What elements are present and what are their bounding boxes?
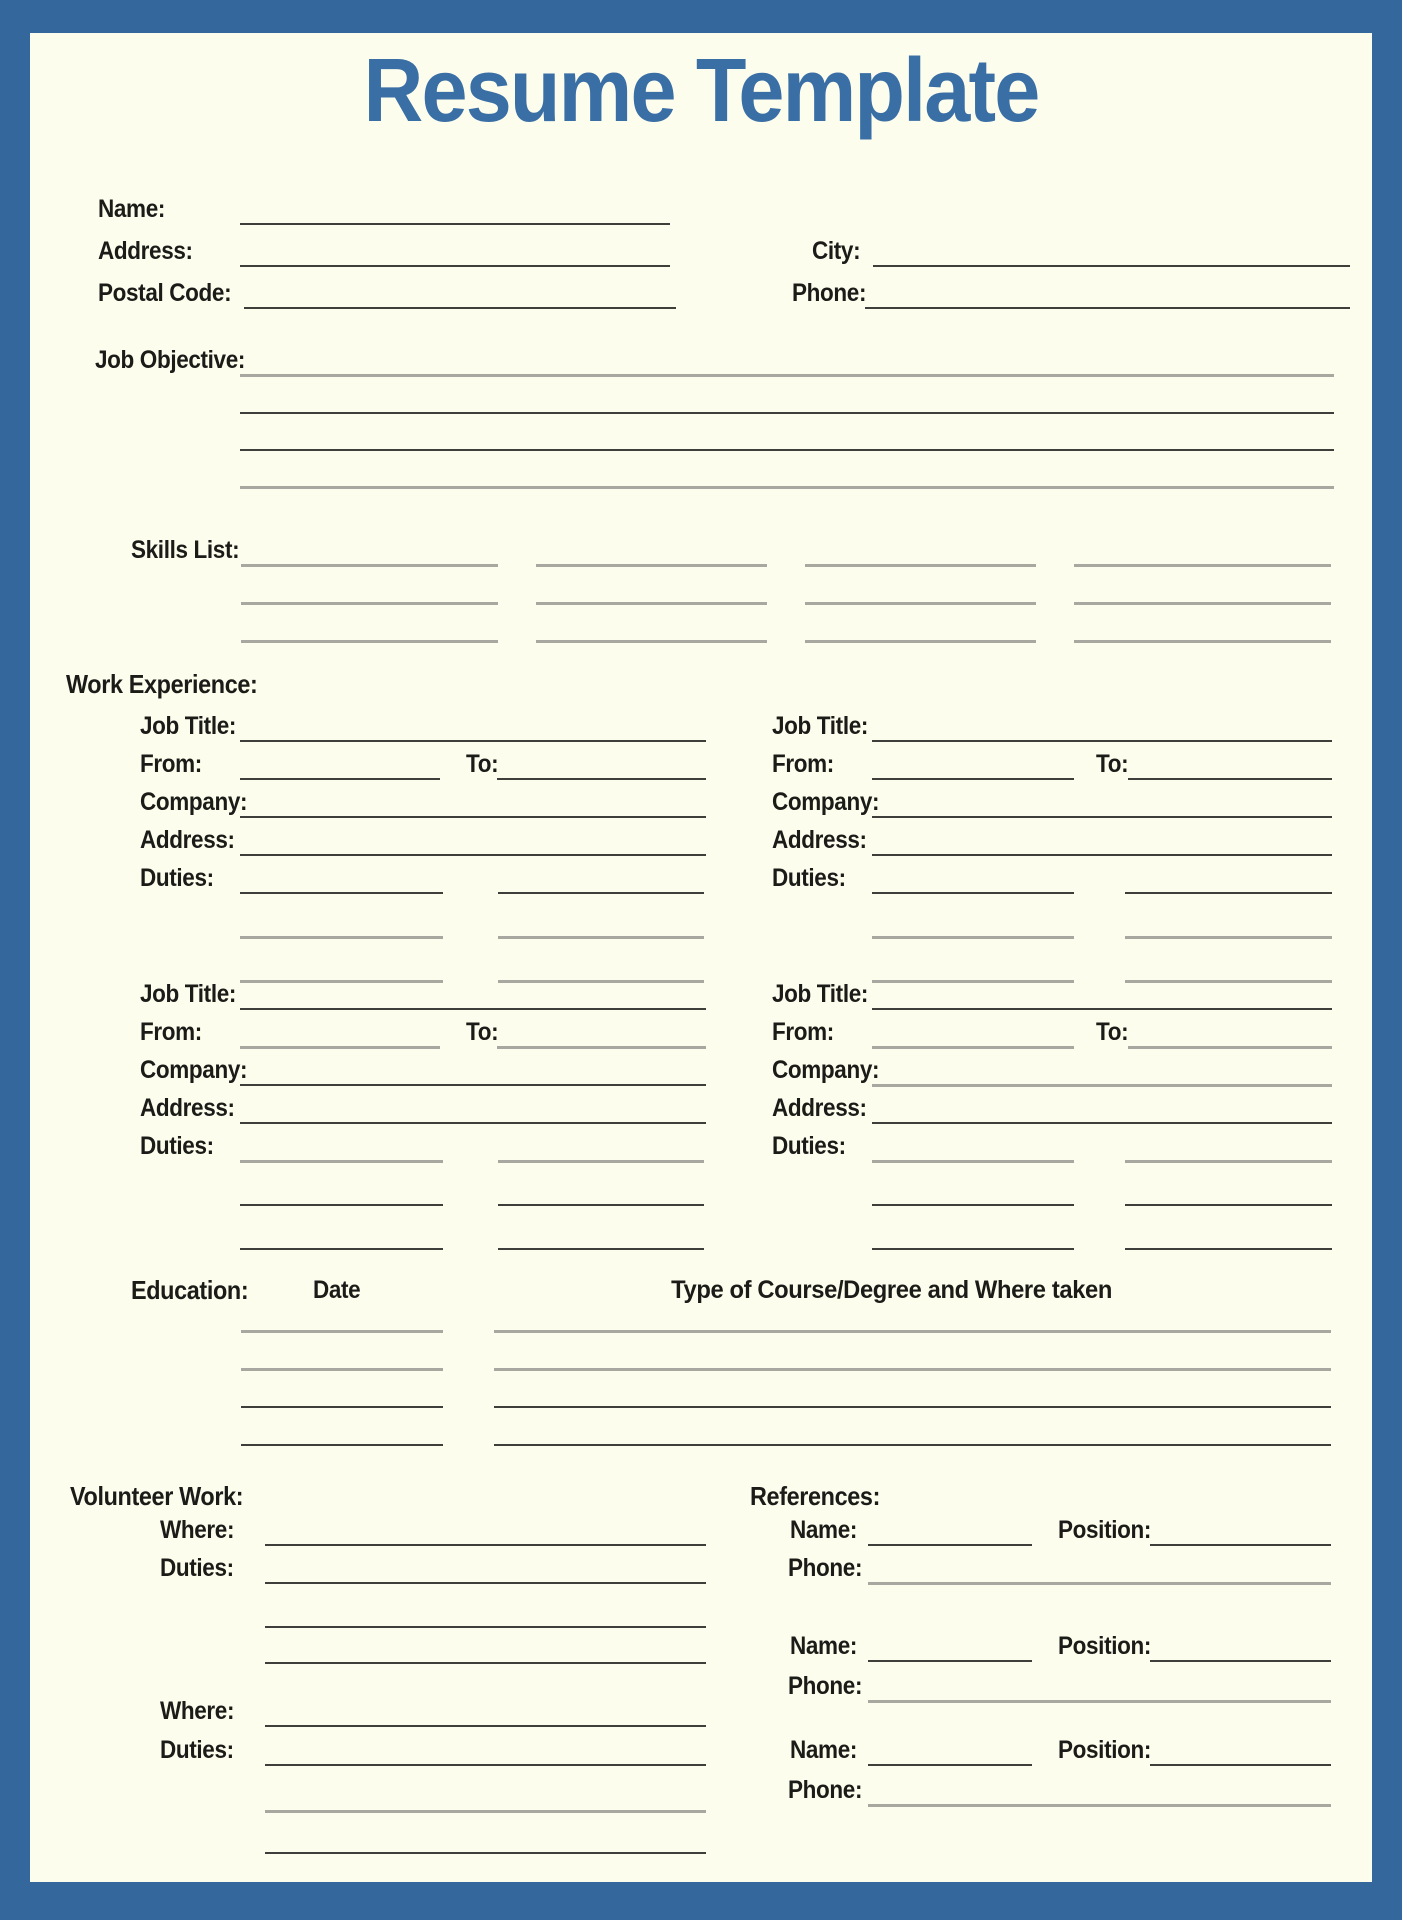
education-section bbox=[0, 1276, 1402, 1476]
name-label: Name: bbox=[790, 1736, 857, 1764]
name-label: Name: bbox=[790, 1516, 857, 1544]
reference-phone-line-3 bbox=[868, 1804, 1331, 1807]
duties-label: Duties: bbox=[160, 1736, 234, 1764]
skills-line-r1c4 bbox=[1074, 564, 1331, 567]
from-line bbox=[872, 778, 1074, 780]
address-line bbox=[872, 1122, 1332, 1124]
where-label: Where: bbox=[160, 1697, 235, 1725]
work-experience-header: Work Experience: bbox=[66, 669, 258, 699]
from-line bbox=[872, 1046, 1074, 1049]
skills-line-r3c1 bbox=[241, 640, 498, 643]
address-label: Address: bbox=[772, 826, 867, 854]
postal-code-line bbox=[244, 307, 676, 309]
education-date-line-3 bbox=[241, 1406, 443, 1408]
duties-line-r2c2 bbox=[1125, 936, 1332, 939]
name-label: Name: bbox=[790, 1632, 857, 1660]
education-course-line-4 bbox=[494, 1444, 1331, 1446]
job-objective-line-1 bbox=[240, 374, 1334, 377]
duties-line-r2c1 bbox=[872, 1204, 1074, 1206]
position-label: Position: bbox=[1058, 1736, 1152, 1764]
reference-phone-line-2 bbox=[868, 1700, 1331, 1703]
education-label: Education: bbox=[131, 1275, 249, 1305]
job-title-label: Job Title: bbox=[140, 712, 237, 740]
from-label: From: bbox=[140, 1018, 202, 1046]
duties-label: Duties: bbox=[772, 864, 846, 892]
skills-line-r1c1 bbox=[241, 564, 498, 567]
education-date-header: Date bbox=[313, 1276, 361, 1304]
position-label: Position: bbox=[1058, 1516, 1152, 1544]
education-course-line-2 bbox=[494, 1368, 1331, 1371]
address-label: Address: bbox=[98, 237, 193, 265]
company-label: Company: bbox=[772, 788, 880, 816]
to-label: To: bbox=[1096, 1018, 1129, 1046]
company-line bbox=[872, 816, 1332, 818]
reference-name-line-2 bbox=[868, 1660, 1032, 1662]
skills-line-r3c3 bbox=[805, 640, 1036, 643]
duties-label: Duties: bbox=[140, 864, 214, 892]
company-line bbox=[872, 1084, 1332, 1087]
address-label: Address: bbox=[140, 826, 235, 854]
address-label: Address: bbox=[772, 1094, 867, 1122]
job-objective-line-4 bbox=[240, 486, 1334, 489]
education-date-line-1 bbox=[241, 1330, 443, 1333]
duties-line-r2c1 bbox=[872, 936, 1074, 939]
to-label: To: bbox=[466, 1018, 499, 1046]
city-line bbox=[873, 265, 1350, 267]
from-label: From: bbox=[140, 750, 202, 778]
skills-line-r2c3 bbox=[805, 602, 1036, 605]
from-label: From: bbox=[772, 1018, 834, 1046]
reference-position-line-2 bbox=[1150, 1660, 1331, 1662]
work-experience-block-4 bbox=[0, 980, 1402, 1280]
skills-line-r3c2 bbox=[536, 640, 767, 643]
education-course-line-1 bbox=[494, 1330, 1331, 1333]
phone-label: Phone: bbox=[788, 1672, 863, 1700]
job-objective-line-2 bbox=[240, 412, 1334, 414]
skills-line-r2c2 bbox=[536, 602, 767, 605]
education-date-line-2 bbox=[241, 1368, 443, 1371]
job-title-label: Job Title: bbox=[140, 980, 237, 1008]
to-label: To: bbox=[466, 750, 499, 778]
skills-line-r1c3 bbox=[805, 564, 1036, 567]
to-label: To: bbox=[1096, 750, 1129, 778]
job-title-line bbox=[872, 1008, 1332, 1010]
phone-label: Phone: bbox=[788, 1776, 863, 1804]
skills-line-r2c4 bbox=[1074, 602, 1331, 605]
address-label: Address: bbox=[140, 1094, 235, 1122]
address-line bbox=[872, 854, 1332, 856]
skills-line-r2c1 bbox=[241, 602, 498, 605]
job-title-label: Job Title: bbox=[772, 712, 869, 740]
to-line bbox=[1128, 1046, 1332, 1049]
company-label: Company: bbox=[772, 1056, 880, 1084]
reference-phone-line-1 bbox=[868, 1582, 1331, 1585]
name-line bbox=[240, 223, 670, 225]
job-objective-label: Job Objective: bbox=[95, 346, 246, 374]
phone-label: Phone: bbox=[788, 1554, 863, 1582]
duties-line-r1c1 bbox=[872, 892, 1074, 894]
reference-position-line-3 bbox=[1150, 1764, 1331, 1766]
references-section bbox=[0, 1482, 1402, 1882]
address-line bbox=[240, 265, 670, 267]
duties-line-r1c2 bbox=[1125, 892, 1332, 894]
duties-line-r2c2 bbox=[1125, 1204, 1332, 1206]
duties-line-r3c1 bbox=[872, 1248, 1074, 1250]
phone-line bbox=[865, 307, 1350, 309]
duties-line-r1c1 bbox=[872, 1160, 1074, 1163]
name-label: Name: bbox=[98, 195, 165, 223]
skills-line-r3c4 bbox=[1074, 640, 1331, 643]
duties-label: Duties: bbox=[160, 1554, 234, 1582]
skills-list-label: Skills List: bbox=[131, 536, 240, 564]
references-header: References: bbox=[750, 1481, 881, 1511]
company-label: Company: bbox=[140, 788, 248, 816]
job-title-line bbox=[872, 740, 1332, 742]
from-label: From: bbox=[772, 750, 834, 778]
page-title: Resume Template bbox=[363, 41, 1039, 141]
duties-line-r3c2 bbox=[1125, 1248, 1332, 1250]
city-label: City: bbox=[812, 237, 861, 265]
job-title-label: Job Title: bbox=[772, 980, 869, 1008]
reference-position-line-1 bbox=[1150, 1544, 1331, 1546]
work-experience-block-2 bbox=[0, 712, 1402, 1012]
reference-name-line-3 bbox=[868, 1764, 1032, 1766]
education-course-line-3 bbox=[494, 1406, 1331, 1408]
postal-code-label: Postal Code: bbox=[98, 279, 232, 307]
duties-label: Duties: bbox=[140, 1132, 214, 1160]
volunteer-work-header: Volunteer Work: bbox=[70, 1481, 244, 1511]
job-objective-line-3 bbox=[240, 449, 1334, 451]
to-line bbox=[1128, 778, 1332, 780]
where-label: Where: bbox=[160, 1516, 235, 1544]
education-date-line-4 bbox=[241, 1444, 443, 1446]
skills-line-r1c2 bbox=[536, 564, 767, 567]
position-label: Position: bbox=[1058, 1632, 1152, 1660]
education-course-header: Type of Course/Degree and Where taken bbox=[671, 1276, 1112, 1304]
reference-name-line-1 bbox=[868, 1544, 1032, 1546]
phone-label: Phone: bbox=[792, 279, 867, 307]
duties-line-r1c2 bbox=[1125, 1160, 1332, 1163]
duties-label: Duties: bbox=[772, 1132, 846, 1160]
company-label: Company: bbox=[140, 1056, 248, 1084]
